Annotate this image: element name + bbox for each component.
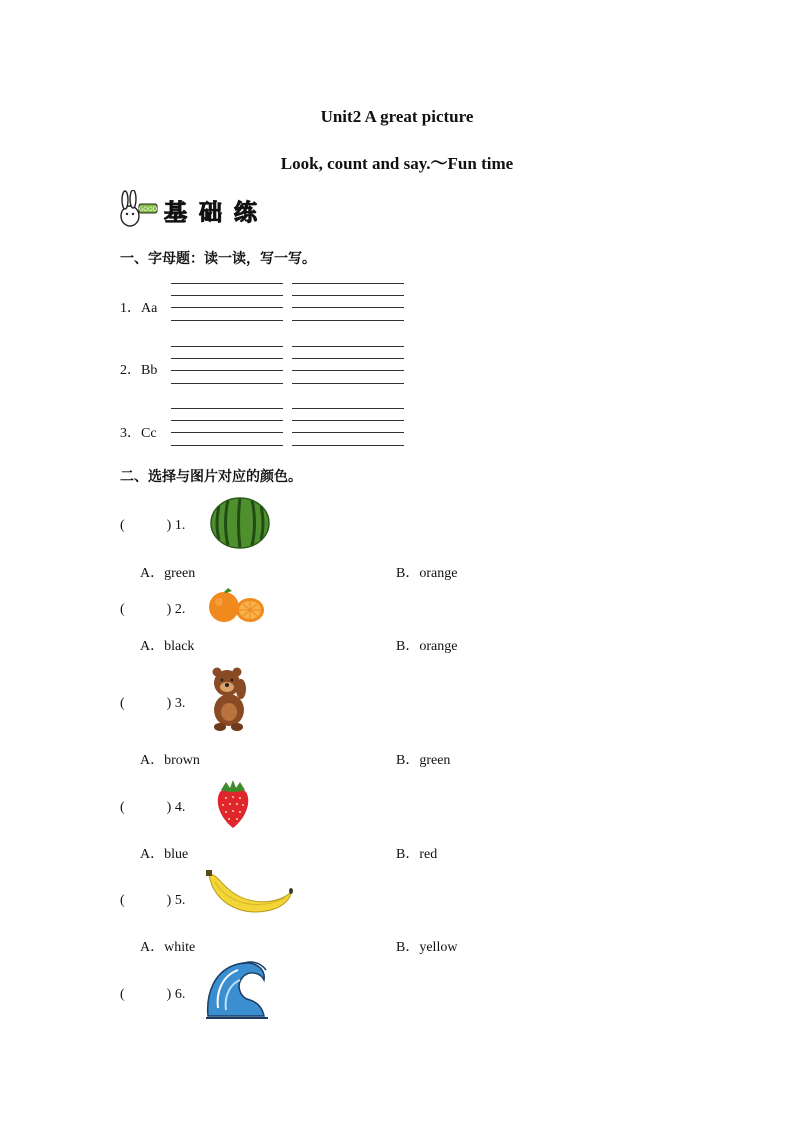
banana-icon [205,868,293,927]
letter-item-aa: 1．Aa [120,301,158,316]
option-b[interactable]: B．red [396,847,438,862]
page-title: Unit2 A great picture [320,107,474,126]
writing-lines[interactable] [171,283,283,321]
writing-lines[interactable] [292,283,404,321]
option-a[interactable]: A．brown [140,753,200,768]
writing-lines[interactable] [171,408,283,446]
option-b[interactable]: B．yellow [396,940,458,955]
option-b[interactable]: B．green [396,753,451,768]
page-subtitle: Look, count and say.～Fun time [280,154,514,173]
writing-lines[interactable] [171,346,283,384]
option-a[interactable]: A．blue [140,847,189,862]
section-banner [118,190,268,230]
writing-lines[interactable] [292,408,404,446]
letter-item-bb: 2．Bb [120,363,158,378]
question-1-label[interactable]: ( ) 1. [120,518,186,533]
section-heading-colors: 二、选择与图片对应的颜色。 [120,469,302,485]
banner-title: 基 础 练 [164,200,260,226]
option-a[interactable]: A．green [140,566,196,581]
bear-icon [205,665,255,738]
option-b[interactable]: B．orange [396,566,458,581]
question-2-label[interactable]: ( ) 2. [120,602,186,617]
svg-text:GOOD: GOOD [138,206,158,213]
wave-icon [204,958,270,1027]
orange-icon [208,587,266,630]
question-3-label[interactable]: ( ) 3. [120,696,186,711]
writing-lines[interactable] [292,346,404,384]
section-heading-letters: 一、字母题：读一读，写一写。 [120,251,316,267]
option-a[interactable]: A．white [140,940,196,955]
option-b[interactable]: B．orange [396,639,458,654]
option-a[interactable]: A．black [140,639,195,654]
watermelon-icon [209,496,271,555]
question-5-label[interactable]: ( ) 5. [120,893,186,908]
letter-item-cc: 3．Cc [120,426,157,441]
question-6-label[interactable]: ( ) 6. [120,987,186,1002]
question-4-label[interactable]: ( ) 4. [120,800,186,815]
strawberry-icon [212,778,254,835]
